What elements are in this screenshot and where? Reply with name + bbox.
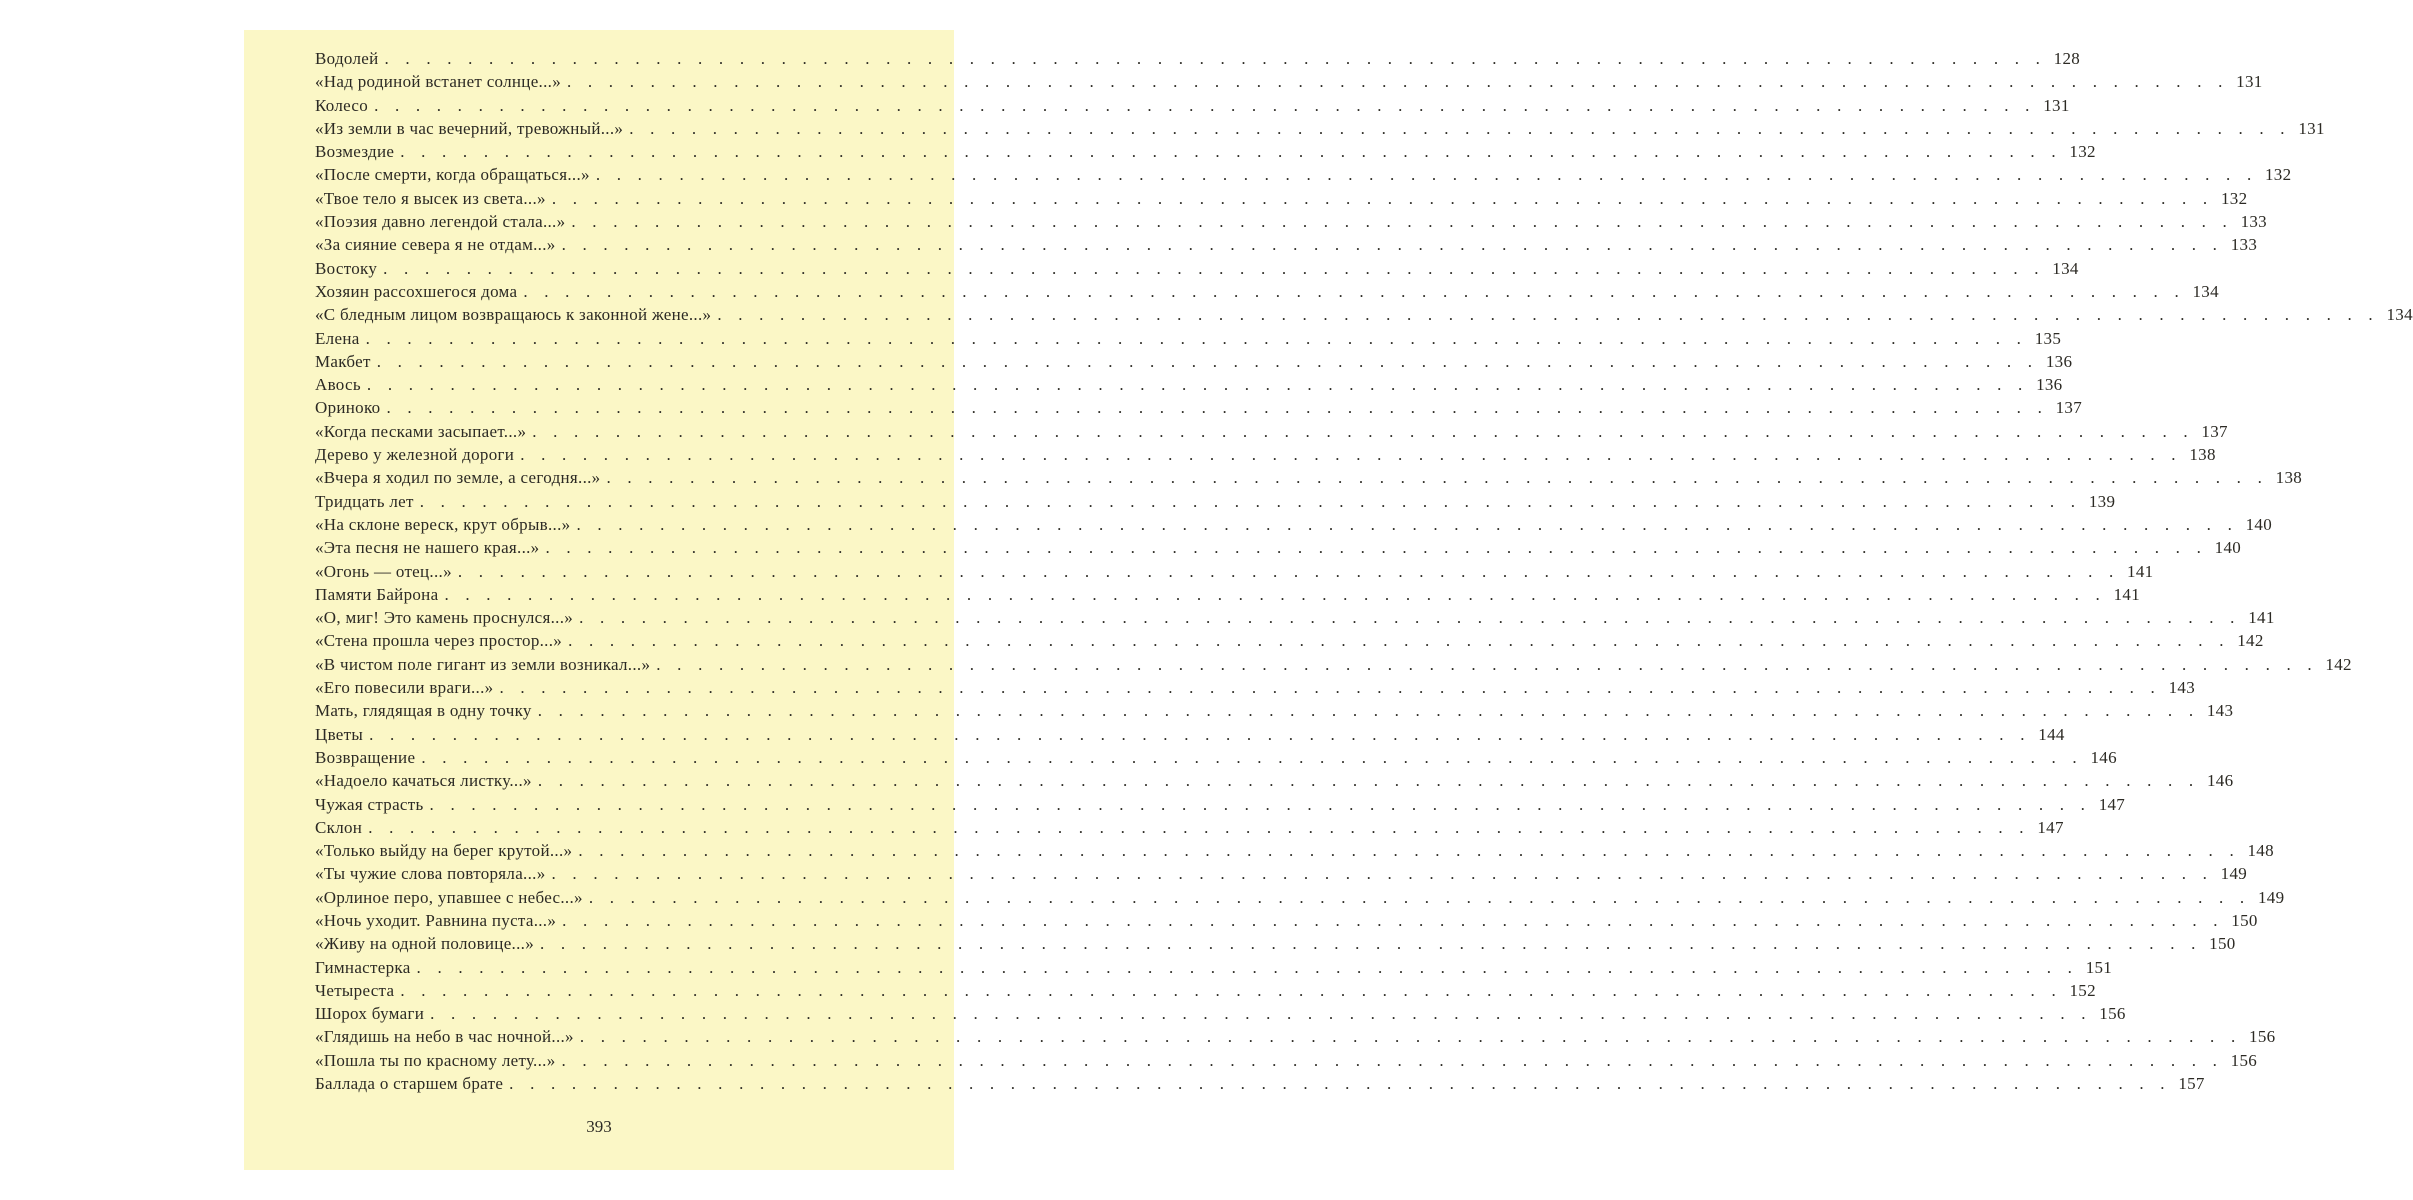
- toc-entry: [315, 375, 2063, 398]
- dot-leader: . . . . . . . . . . . . . . . . . . . . . . . . . . . . . . . . . . . . . . . . . . . . . . . . . . . . . . . . . . . . . . . . . . . . . . . . . . . . . . . .: [595, 165, 2258, 185]
- toc-entry-page: 150: [2209, 934, 2236, 954]
- toc-entry: [315, 351, 2073, 375]
- toc-entry-title: Дерево у железной дороги: [315, 445, 515, 465]
- toc-entry: [315, 724, 2065, 748]
- toc-entry-page: 136: [2036, 375, 2063, 395]
- toc-entry: [315, 561, 2154, 585]
- toc-entry: [315, 1004, 2126, 1027]
- toc-entry-page: 141: [2113, 584, 2140, 604]
- toc-entry-page: 147: [2098, 794, 2126, 814]
- dot-leader: . . . . . . . . . . . . . . . . . . . . . . . . . . . . . . . . . . . . . . . . . . . . . . . . . . . . . . . . . . . . . . . . . . . . . . . . . . . . . . . .: [365, 328, 2028, 348]
- toc-entry-page: 140: [2214, 538, 2242, 558]
- toc-entry: [315, 258, 2079, 282]
- dot-leader: . . . . . . . . . . . . . . . . . . . . . . . . . . . . . . . . . . . . . . . . . . . . . . . . . . . . . . . . . . . . . . . . . . . . . . . . . . . . . . . .: [561, 235, 2224, 255]
- toc-entry-page: 134: [2192, 281, 2219, 301]
- toc-entry-page: 156: [2249, 1027, 2276, 1047]
- toc-entry-page: 131: [2236, 72, 2263, 92]
- dot-leader: . . . . . . . . . . . . . . . . . . . . . . . . . . . . . . . . . . . . . . . . . . . . . . . . . . . . . . . . . . . . . . . . . . . . . . . . . . . . . . . .: [578, 841, 2240, 861]
- toc-entry: [315, 957, 2113, 981]
- toc-entry-title: Макбет: [315, 351, 371, 371]
- dot-leader: . . . . . . . . . . . . . . . . . . . . . . . . . . . . . . . . . . . . . . . . . . . . . . . . . . . . . . . . . . . . . . . . . . . . . . . . . . . . . . . .: [421, 747, 2083, 767]
- toc-entry: [315, 165, 2292, 188]
- toc-entry-title: Чужая страсть: [315, 794, 424, 814]
- toc-entry-title: «В чистом поле гигант из земли возникал...»: [315, 654, 651, 674]
- toc-entry: [315, 212, 2267, 235]
- dot-leader: . . . . . . . . . . . . . . . . . . . . . . . . . . . . . . . . . . . . . . . . . . . . . . . . . . . . . . . . . . . . . . . . . . . . . . . . . . . . . . . .: [579, 608, 2241, 628]
- toc-entry-page: 156: [2230, 1050, 2258, 1070]
- toc-entry-title: «На склоне вереск, крут обрыв...»: [315, 514, 571, 534]
- toc-entry-page: 149: [2257, 887, 2285, 907]
- toc-entry-page: 157: [2178, 1074, 2205, 1094]
- toc-entry-title: Склон: [315, 817, 363, 837]
- toc-entry-title: «Твое тело я высек из света...»: [315, 188, 546, 208]
- toc-entry: [315, 398, 2083, 421]
- toc-entry: [315, 328, 2062, 352]
- toc-entry-title: Авось: [315, 375, 361, 395]
- toc-entry-page: 132: [2069, 142, 2096, 162]
- toc-entry-title: «Глядишь на небо в час ночной...»: [315, 1027, 574, 1047]
- toc-entry: [315, 188, 2248, 212]
- dot-leader: . . . . . . . . . . . . . . . . . . . . . . . . . . . . . . . . . . . . . . . . . . . . . . . . . . . . . . . . . . . . . . . . . . . . . . . . . . . . . . . .: [400, 980, 2062, 1000]
- dot-leader: . . . . . . . . . . . . . . . . . . . . . . . . . . . . . . . . . . . . . . . . . . . . . . . . . . . . . . . . . . . . . . . . . . . . . . . . . . . . . . . .: [537, 771, 2200, 791]
- toc-entry-title: Шорох бумаги: [315, 1004, 425, 1024]
- toc-entry: [315, 305, 2413, 328]
- toc-entry-title: «Над родиной встанет солнце...»: [315, 72, 561, 92]
- toc-entry: [315, 235, 2258, 258]
- toc-entry-title: «Когда песками засыпает...»: [315, 421, 527, 441]
- dot-leader: . . . . . . . . . . . . . . . . . . . . . . . . . . . . . . . . . . . . . . . . . . . . . . . . . . . . . . . . . . . . . . . . . . . . . . . . . . . . . . . .: [532, 421, 2194, 441]
- toc-entry-page: 137: [2201, 421, 2228, 441]
- toc-entry-page: 144: [2038, 724, 2065, 744]
- toc-entry: [315, 538, 2242, 561]
- toc-entry-page: 139: [2088, 491, 2116, 511]
- toc-entry: [315, 817, 2064, 841]
- dot-leader: . . . . . . . . . . . . . . . . . . . . . . . . . . . . . . . . . . . . . . . . . . . . . . . . . . . . . . . . . . . . . . . . . . . . . . . . . . . . . . . .: [576, 514, 2239, 534]
- toc-entry: [315, 118, 2325, 142]
- toc-entry-page: 133: [2240, 212, 2267, 232]
- toc-entry-title: Памяти Байрона: [315, 584, 439, 604]
- toc-entry-title: «Ты чужие слова повторяла...»: [315, 864, 546, 884]
- toc-entry-page: 138: [2189, 445, 2216, 465]
- toc-entry-page: 128: [2053, 49, 2081, 68]
- toc-entry: [315, 1027, 2276, 1050]
- toc-entry-title: Хозяин рассохшегося дома: [315, 281, 518, 301]
- dot-leader: . . . . . . . . . . . . . . . . . . . . . . . . . . . . . . . . . . . . . . . . . . . . . . . . . . . . . . . . . . . . . . . . . . . . . . . . . . . . . . . .: [520, 445, 2182, 465]
- dot-leader: . . . . . . . . . . . . . . . . . . . . . . . . . . . . . . . . . . . . . . . . . . . . . . . . . . . . . . . . . . . . . . . . . . . . . . . . . . . . . . . .: [509, 1074, 2171, 1094]
- toc-entry: [315, 934, 2236, 957]
- toc-entry-title: «Из земли в час вечерний, тревожный...»: [315, 118, 624, 138]
- dot-leader: . . . . . . . . . . . . . . . . . . . . . . . . . . . . . . . . . . . . . . . . . . . . . . . . . . . . . . . . . . . . . . . . . . . . . . . . . . . . . . . .: [545, 538, 2208, 558]
- toc-entry-page: 137: [2055, 398, 2083, 418]
- toc-entry-title: Елена: [315, 328, 360, 348]
- toc-entry-page: 136: [2045, 351, 2073, 371]
- dot-leader: . . . . . . . . . . . . . . . . . . . . . . . . . . . . . . . . . . . . . . . . . . . . . . . . . . . . . . . . . . . . . . . . . . . . . . . . . . . . . . . .: [523, 281, 2185, 301]
- dot-leader: . . . . . . . . . . . . . . . . . . . . . . . . . . . . . . . . . . . . . . . . . . . . . . . . . . . . . . . . . . . . . . . . . . . . . . . . . . . . . . . .: [419, 491, 2082, 511]
- toc-entry: [315, 514, 2273, 538]
- toc-entry-title: «Поэзия давно легендой стала...»: [315, 212, 566, 232]
- toc-entry: [315, 910, 2258, 934]
- dot-leader: . . . . . . . . . . . . . . . . . . . . . . . . . . . . . . . . . . . . . . . . . . . . . . . . . . . . . . . . . . . . . . . . . . . . . . . . . . . . . . . .: [366, 375, 2029, 395]
- toc-entry-page: 133: [2230, 235, 2258, 255]
- toc-entry-title: Тридцать лет: [315, 491, 414, 511]
- toc-entry-title: Водолей: [315, 49, 379, 68]
- dot-leader: . . . . . . . . . . . . . . . . . . . . . . . . . . . . . . . . . . . . . . . . . . . . . . . . . . . . . . . . . . . . . . . . . . . . . . . . . . . . . . . .: [457, 561, 2120, 581]
- toc-entry-page: 149: [2220, 864, 2248, 884]
- toc-entry: [315, 864, 2248, 887]
- dot-leader: . . . . . . . . . . . . . . . . . . . . . . . . . . . . . . . . . . . . . . . . . . . . . . . . . . . . . . . . . . . . . . . . . . . . . . . . . . . . . . . .: [571, 212, 2233, 232]
- toc-entry-page: 141: [2127, 561, 2154, 581]
- dot-leader: . . . . . . . . . . . . . . . . . . . . . . . . . . . . . . . . . . . . . . . . . . . . . . . . . . . . . . . . . . . . . . . . . . . . . . . . . . . . . . . .: [606, 468, 2269, 488]
- toc-entry-page: 142: [2237, 631, 2264, 651]
- toc-entry-page: 141: [2248, 608, 2275, 628]
- dot-leader: . . . . . . . . . . . . . . . . . . . . . . . . . . . . . . . . . . . . . . . . . . . . . . . . . . . . . . . . . . . . . . . . . . . . . . . . . . . . . . . .: [383, 258, 2045, 278]
- toc-entry-page: 140: [2245, 514, 2273, 534]
- toc-entry-title: «Вчера я ходил по земле, а сегодня...»: [315, 468, 601, 488]
- toc-entry-page: 132: [2220, 188, 2248, 208]
- toc-entry: [315, 747, 2117, 771]
- toc-entry-page: 138: [2275, 468, 2303, 488]
- toc-entry-page: 147: [2037, 817, 2064, 837]
- toc-entry-page: 156: [2099, 1004, 2126, 1024]
- dot-leader: . . . . . . . . . . . . . . . . . . . . . . . . . . . . . . . . . . . . . . . . . . . . . . . . . . . . . . . . . . . . . . . . . . . . . . . . . . . . . . . .: [579, 1027, 2242, 1047]
- toc-entry-title: Мать, глядящая в одну точку: [315, 701, 532, 721]
- toc-entry-page: 152: [2069, 980, 2096, 1000]
- toc-entry: [315, 49, 2081, 72]
- toc-entry-page: 146: [2090, 747, 2117, 767]
- dot-leader: . . . . . . . . . . . . . . . . . . . . . . . . . . . . . . . . . . . . . . . . . . . . . . . . . . . . . . . . . . . . . . . . . . . . . . . . . . . . . . . .: [384, 49, 2047, 68]
- toc-entry: [315, 95, 2070, 119]
- toc-entry-page: 143: [2168, 678, 2196, 698]
- toc-entry-title: Возвращение: [315, 747, 416, 767]
- toc-entry-page: 134: [2386, 305, 2413, 325]
- dot-leader: . . . . . . . . . . . . . . . . . . . . . . . . . . . . . . . . . . . . . . . . . . . . . . . . . . . . . . . . . . . . . . . . . . . . . . . . . . . . . . . .: [374, 95, 2036, 115]
- toc-entry-page: 142: [2325, 654, 2352, 674]
- toc-entry-page: 131: [2298, 118, 2325, 138]
- dot-leader: . . . . . . . . . . . . . . . . . . . . . . . . . . . . . . . . . . . . . . . . . . . . . . . . . . . . . . . . . . . . . . . . . . . . . . . . . . . . . . . .: [551, 864, 2214, 884]
- toc-entry: [315, 887, 2285, 911]
- toc-entry-title: Ориноко: [315, 398, 381, 418]
- toc-entry-title: «Огонь — отец...»: [315, 561, 452, 581]
- toc-entry-title: Баллада о старшем брате: [315, 1074, 504, 1094]
- toc-entry: [315, 678, 2196, 701]
- toc-entry: [315, 654, 2352, 678]
- dot-leader: . . . . . . . . . . . . . . . . . . . . . . . . . . . . . . . . . . . . . . . . . . . . . . . . . . . . . . . . . . . . . . . . . . . . . . . . . . . . . . . .: [561, 1050, 2224, 1070]
- toc-entry: [315, 794, 2126, 818]
- toc-entry-title: Гимнастерка: [315, 957, 411, 977]
- toc-entry-page: 151: [2085, 957, 2113, 977]
- toc-entry-page: 148: [2247, 841, 2274, 861]
- toc-entry-page: 132: [2265, 165, 2292, 185]
- toc-entry-title: Колесо: [315, 95, 369, 115]
- dot-leader: . . . . . . . . . . . . . . . . . . . . . . . . . . . . . . . . . . . . . . . . . . . . . . . . . . . . . . . . . . . . . . . . . . . . . . . . . . . . . . . .: [499, 678, 2162, 698]
- toc-entry-title: «За сияние севера я не отдам...»: [315, 235, 556, 255]
- toc-entry: [315, 584, 2140, 608]
- toc-entry: [315, 841, 2274, 864]
- dot-leader: . . . . . . . . . . . . . . . . . . . . . . . . . . . . . . . . . . . . . . . . . . . . . . . . . . . . . . . . . . . . . . . . . . . . . . . . . . . . . . . .: [588, 887, 2251, 907]
- toc-entry: [315, 980, 2096, 1004]
- toc-entry-page: 135: [2034, 328, 2062, 348]
- toc-entry: [315, 1050, 2258, 1074]
- dot-leader: . . . . . . . . . . . . . . . . . . . . . . . . . . . . . . . . . . . . . . . . . . . . . . . . . . . . . . . . . . . . . . . . . . . . . . . . . . . . . . . .: [717, 305, 2379, 325]
- dot-leader: . . . . . . . . . . . . . . . . . . . . . . . . . . . . . . . . . . . . . . . . . . . . . . . . . . . . . . . . . . . . . . . . . . . . . . . . . . . . . . . .: [400, 142, 2062, 162]
- toc-entry: [315, 281, 2219, 305]
- toc-entry-title: «О, миг! Это камень проснулся...»: [315, 608, 574, 628]
- toc-entry-title: «С бледным лицом возвращаюсь к законной жене...»: [315, 305, 712, 325]
- toc-entry-page: 134: [2052, 258, 2079, 278]
- toc-entry: [315, 1074, 2205, 1097]
- table-of-contents: [315, 49, 2413, 1097]
- toc-entry: [315, 468, 2303, 491]
- toc-entry-title: «После смерти, когда обращаться...»: [315, 165, 590, 185]
- toc-entry: [315, 72, 2263, 95]
- toc-entry-title: «Живу на одной половице...»: [315, 934, 534, 954]
- toc-entry-title: Цветы: [315, 724, 364, 744]
- dot-leader: . . . . . . . . . . . . . . . . . . . . . . . . . . . . . . . . . . . . . . . . . . . . . . . . . . . . . . . . . . . . . . . . . . . . . . . . . . . . . . . .: [562, 910, 2224, 930]
- toc-entry: [315, 608, 2275, 631]
- toc-entry-title: «Пошла ты по красному лету...»: [315, 1050, 556, 1070]
- toc-entry-title: Четыреста: [315, 980, 395, 1000]
- toc-entry-page: 143: [2206, 701, 2234, 721]
- dot-leader: . . . . . . . . . . . . . . . . . . . . . . . . . . . . . . . . . . . . . . . . . . . . . . . . . . . . . . . . . . . . . . . . . . . . . . . . . . . . . . . .: [430, 1004, 2092, 1024]
- page-number: 393: [586, 1117, 612, 1136]
- toc-entry: [315, 631, 2264, 654]
- dot-leader: . . . . . . . . . . . . . . . . . . . . . . . . . . . . . . . . . . . . . . . . . . . . . . . . . . . . . . . . . . . . . . . . . . . . . . . . . . . . . . . .: [444, 584, 2106, 604]
- dot-leader: . . . . . . . . . . . . . . . . . . . . . . . . . . . . . . . . . . . . . . . . . . . . . . . . . . . . . . . . . . . . . . . . . . . . . . . . . . . . . . . .: [540, 934, 2202, 954]
- toc-entry-title: «Стена прошла через простор...»: [315, 631, 563, 651]
- dot-leader: . . . . . . . . . . . . . . . . . . . . . . . . . . . . . . . . . . . . . . . . . . . . . . . . . . . . . . . . . . . . . . . . . . . . . . . . . . . . . . . .: [369, 724, 2031, 744]
- toc-entry-page: 146: [2206, 771, 2234, 791]
- dot-leader: . . . . . . . . . . . . . . . . . . . . . . . . . . . . . . . . . . . . . . . . . . . . . . . . . . . . . . . . . . . . . . . . . . . . . . . . . . . . . . . .: [376, 351, 2039, 371]
- toc-entry-title: «Его повесили враги...»: [315, 678, 494, 698]
- toc-entry-title: «Ночь уходит. Равнина пуста...»: [315, 910, 557, 930]
- toc-entry-title: «Только выйду на берег крутой...»: [315, 841, 573, 861]
- toc-entry-title: «Надоело качаться листку...»: [315, 771, 532, 791]
- toc-entry-title: Востоку: [315, 258, 378, 278]
- dot-leader: . . . . . . . . . . . . . . . . . . . . . . . . . . . . . . . . . . . . . . . . . . . . . . . . . . . . . . . . . . . . . . . . . . . . . . . . . . . . . . . .: [386, 398, 2049, 418]
- dot-leader: . . . . . . . . . . . . . . . . . . . . . . . . . . . . . . . . . . . . . . . . . . . . . . . . . . . . . . . . . . . . . . . . . . . . . . . . . . . . . . . .: [551, 188, 2214, 208]
- toc-entry-page: 131: [2043, 95, 2070, 115]
- toc-entry: [315, 771, 2234, 794]
- toc-entry: [315, 701, 2234, 724]
- toc-entry-title: Возмездие: [315, 142, 395, 162]
- toc-entry: [315, 491, 2116, 515]
- toc-entry-page: 150: [2231, 910, 2258, 930]
- dot-leader: . . . . . . . . . . . . . . . . . . . . . . . . . . . . . . . . . . . . . . . . . . . . . . . . . . . . . . . . . . . . . . . . . . . . . . . . . . . . . . . .: [537, 701, 2200, 721]
- dot-leader: . . . . . . . . . . . . . . . . . . . . . . . . . . . . . . . . . . . . . . . . . . . . . . . . . . . . . . . . . . . . . . . . . . . . . . . . . . . . . . . .: [629, 118, 2291, 138]
- book-page: [244, 30, 2413, 1170]
- toc-entry-title: «Орлиное перо, упавшее с небес...»: [315, 887, 583, 907]
- toc-entry: [315, 445, 2216, 468]
- dot-leader: . . . . . . . . . . . . . . . . . . . . . . . . . . . . . . . . . . . . . . . . . . . . . . . . . . . . . . . . . . . . . . . . . . . . . . . . . . . . . . . .: [567, 72, 2229, 92]
- dot-leader: . . . . . . . . . . . . . . . . . . . . . . . . . . . . . . . . . . . . . . . . . . . . . . . . . . . . . . . . . . . . . . . . . . . . . . . . . . . . . . . .: [568, 631, 2230, 651]
- toc-entry: [315, 421, 2228, 445]
- dot-leader: . . . . . . . . . . . . . . . . . . . . . . . . . . . . . . . . . . . . . . . . . . . . . . . . . . . . . . . . . . . . . . . . . . . . . . . . . . . . . . . .: [368, 817, 2030, 837]
- dot-leader: . . . . . . . . . . . . . . . . . . . . . . . . . . . . . . . . . . . . . . . . . . . . . . . . . . . . . . . . . . . . . . . . . . . . . . . . . . . . . . . .: [429, 794, 2092, 814]
- dot-leader: . . . . . . . . . . . . . . . . . . . . . . . . . . . . . . . . . . . . . . . . . . . . . . . . . . . . . . . . . . . . . . . . . . . . . . . . . . . . . . . .: [656, 654, 2318, 674]
- toc-entry: [315, 142, 2096, 165]
- toc-entry-title: «Эта песня не нашего края...»: [315, 538, 540, 558]
- dot-leader: . . . . . . . . . . . . . . . . . . . . . . . . . . . . . . . . . . . . . . . . . . . . . . . . . . . . . . . . . . . . . . . . . . . . . . . . . . . . . . . .: [416, 957, 2079, 977]
